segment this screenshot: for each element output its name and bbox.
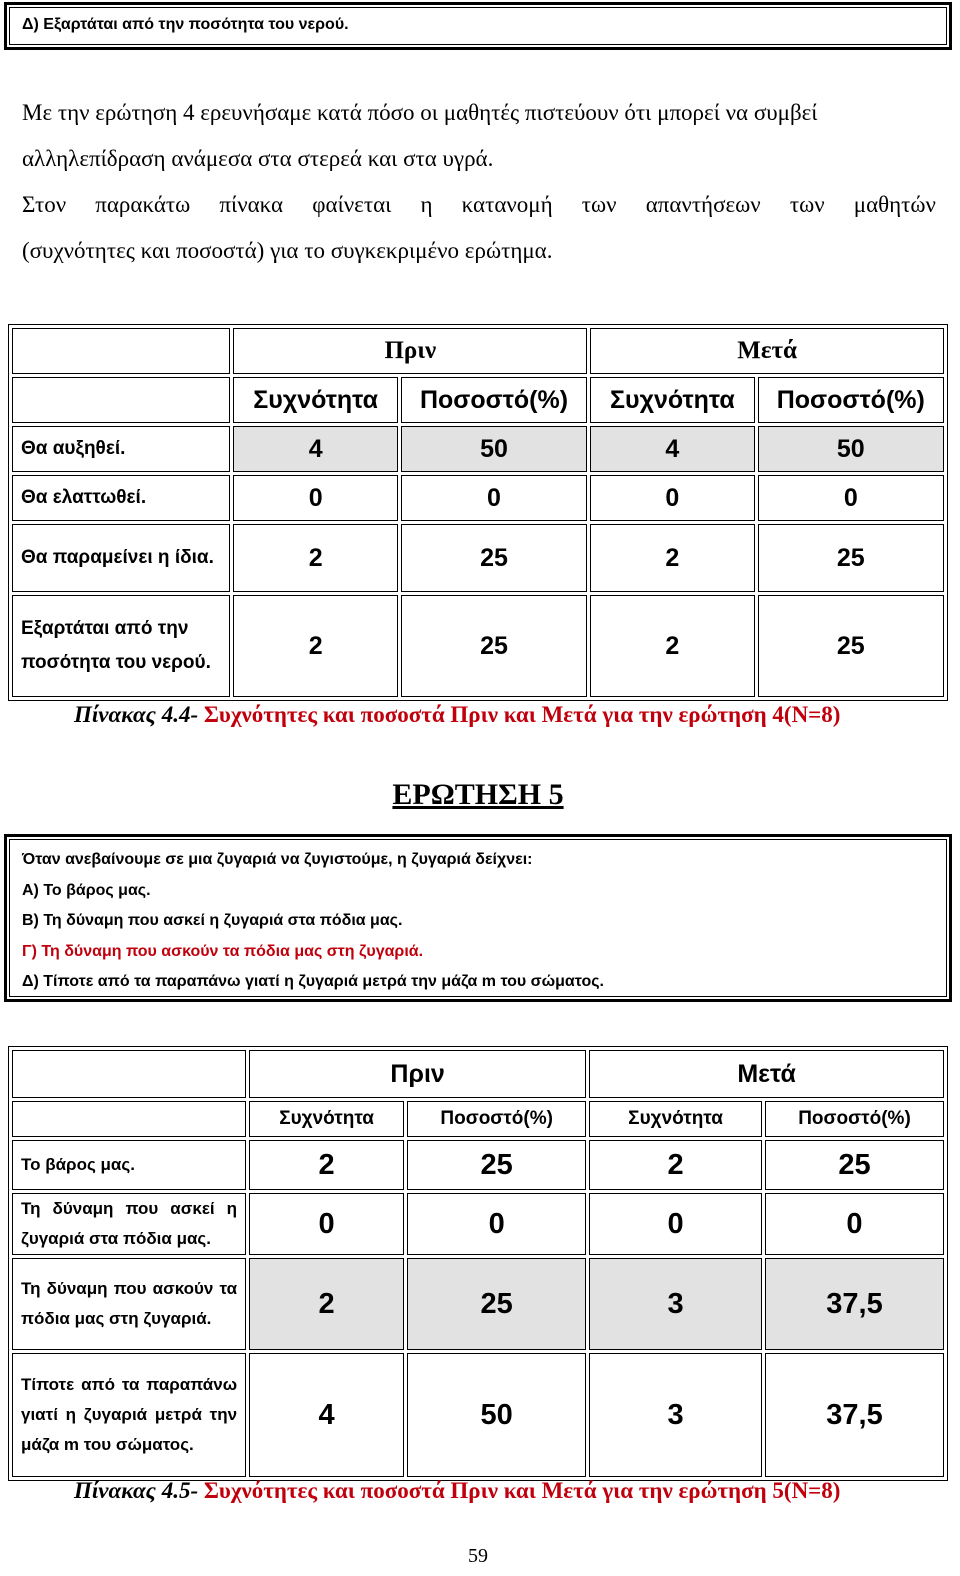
value-cell: 3 <box>589 1258 762 1350</box>
value-cell: 50 <box>407 1353 586 1477</box>
option-d: Δ) Τίποτε από τα παραπάνω γιατί η ζυγαριά μετρά την μάζα m του σώματος. <box>22 973 604 990</box>
header-before: Πριν <box>249 1050 586 1098</box>
previous-option-text: Δ) Εξαρτάται από την ποσότητα του νερού. <box>9 7 947 45</box>
col-frequency-after: Συχνότητα <box>590 377 754 423</box>
value-cell: 2 <box>249 1258 404 1350</box>
word: των <box>789 192 825 217</box>
table-row <box>12 595 944 697</box>
header-after: Μετά <box>589 1050 944 1098</box>
col-frequency-before: Συχνότητα <box>233 377 397 423</box>
question-5-text: Όταν ανεβαίνουμε σε μια ζυγαριά να ζυγιστούμε, η ζυγαριά δείχνει: <box>22 851 533 868</box>
table-question-4 <box>8 324 948 701</box>
table-subheader-row <box>12 1101 944 1137</box>
row-label: Εξαρτάται από την ποσότητα του νερού. <box>12 595 230 697</box>
table-row <box>12 475 944 521</box>
value-cell: 0 <box>401 475 587 521</box>
col-percent-before: Ποσοστό(%) <box>407 1101 586 1137</box>
word: των <box>581 192 617 217</box>
empty-corner-cell <box>12 328 230 374</box>
value-cell: 50 <box>758 426 944 472</box>
empty-corner-cell <box>12 1050 246 1098</box>
caption-text: Συχνότητες και ποσοστά Πριν και Μετά για την ερώτηση 5(N=8) <box>203 1478 841 1503</box>
table-header-row <box>12 1050 944 1098</box>
row-label: Το βάρος μας. <box>12 1140 246 1190</box>
word: κατανομή <box>461 192 553 217</box>
col-percent-after: Ποσοστό(%) <box>758 377 944 423</box>
word: φαίνεται <box>312 192 392 217</box>
empty-corner-cell <box>12 377 230 423</box>
col-frequency-before: Συχνότητα <box>249 1101 404 1137</box>
word: η <box>420 192 433 217</box>
table-row <box>12 1353 944 1477</box>
header-after: Μετά <box>590 328 944 374</box>
value-cell: 0 <box>249 1193 404 1255</box>
caption-text: Συχνότητες και ποσοστά Πριν και Μετά για την ερώτηση 4(N=8) <box>203 702 841 727</box>
word: παρακάτω <box>95 192 191 217</box>
col-percent-before: Ποσοστό(%) <box>401 377 587 423</box>
value-cell: 0 <box>590 475 754 521</box>
value-cell: 0 <box>589 1193 762 1255</box>
value-cell: 25 <box>758 524 944 592</box>
paragraph-line-2: αλληλεπίδραση ανάμεσα στα στερεά και στα υγρά. <box>22 146 494 171</box>
row-label: Θα παραμείνει η ίδια. <box>12 524 230 592</box>
value-cell: 2 <box>590 595 754 697</box>
row-label: Τη δύναμη που ασκεί η ζυγαριά στα πόδια μας. <box>12 1193 246 1255</box>
value-cell: 0 <box>407 1193 586 1255</box>
value-cell: 50 <box>401 426 587 472</box>
word: μαθητών <box>853 192 936 217</box>
previous-option-box <box>4 2 952 50</box>
value-cell: 2 <box>233 595 397 697</box>
table-row <box>12 1140 944 1190</box>
row-label: Θα ελαττωθεί. <box>12 475 230 521</box>
row-label: Θα αυξηθεί. <box>12 426 230 472</box>
col-percent-after: Ποσοστό(%) <box>765 1101 944 1137</box>
value-cell: 0 <box>765 1193 944 1255</box>
row-label: Τη δύναμη που ασκούν τα πόδια μας στη ζυγαριά. <box>12 1258 246 1350</box>
table-header-row <box>12 328 944 374</box>
intro-paragraph <box>22 90 936 274</box>
table-question-5 <box>8 1046 948 1481</box>
table-row <box>12 426 944 472</box>
value-cell: 25 <box>407 1258 586 1350</box>
value-cell: 2 <box>589 1140 762 1190</box>
value-cell: 37,5 <box>765 1258 944 1350</box>
question-5-box <box>4 834 952 1002</box>
page-number: 59 <box>468 1545 488 1567</box>
value-cell: 37,5 <box>765 1353 944 1477</box>
table-caption-4-4 <box>74 702 840 728</box>
table-caption-4-5 <box>74 1478 840 1504</box>
value-cell: 0 <box>233 475 397 521</box>
paragraph-line-1: Με την ερώτηση 4 ερευνήσαμε κατά πόσο οι μαθητές πιστεύουν ότι μπορεί να συμβεί <box>22 100 818 125</box>
value-cell: 25 <box>401 524 587 592</box>
value-cell: 25 <box>758 595 944 697</box>
paragraph-line-4: (συχνότητες και ποσοστά) για το συγκεκριμένο ερώτημα. <box>22 238 553 263</box>
row-label: Τίποτε από τα παραπάνω γιατί η ζυγαριά μετρά την μάζα m του σώματος. <box>12 1353 246 1477</box>
value-cell: 4 <box>249 1353 404 1477</box>
question-5-title: ΕΡΩΤΗΣΗ 5 <box>392 778 564 811</box>
option-a: Α) Το βάρος μας. <box>22 881 151 899</box>
col-frequency-after: Συχνότητα <box>589 1101 762 1137</box>
header-before: Πριν <box>233 328 587 374</box>
empty-corner-cell <box>12 1101 246 1137</box>
table-row <box>12 524 944 592</box>
paragraph-line <box>22 90 936 136</box>
option-b: Β) Τη δύναμη που ασκεί η ζυγαριά στα πόδια μας. <box>22 912 403 929</box>
value-cell: 2 <box>590 524 754 592</box>
value-cell: 4 <box>590 426 754 472</box>
value-cell: 25 <box>407 1140 586 1190</box>
word: πίνακα <box>219 192 284 217</box>
paragraph-line-3 <box>22 182 936 228</box>
value-cell: 2 <box>233 524 397 592</box>
caption-prefix: Πίνακας 4.5- <box>74 1478 199 1503</box>
table-row <box>12 1193 944 1255</box>
value-cell: 2 <box>249 1140 404 1190</box>
value-cell: 25 <box>765 1140 944 1190</box>
question-5-content <box>9 839 947 997</box>
option-c-correct: Γ) Τη δύναμη που ασκούν τα πόδια μας στη ζυγαριά. <box>22 942 424 960</box>
value-cell: 0 <box>758 475 944 521</box>
word: Στον <box>22 192 67 217</box>
value-cell: 3 <box>589 1353 762 1477</box>
value-cell: 25 <box>401 595 587 697</box>
table-subheader-row <box>12 377 944 423</box>
word: απαντήσεων <box>645 192 761 217</box>
table-row <box>12 1258 944 1350</box>
value-cell: 4 <box>233 426 397 472</box>
caption-prefix: Πίνακας 4.4- <box>74 702 199 727</box>
